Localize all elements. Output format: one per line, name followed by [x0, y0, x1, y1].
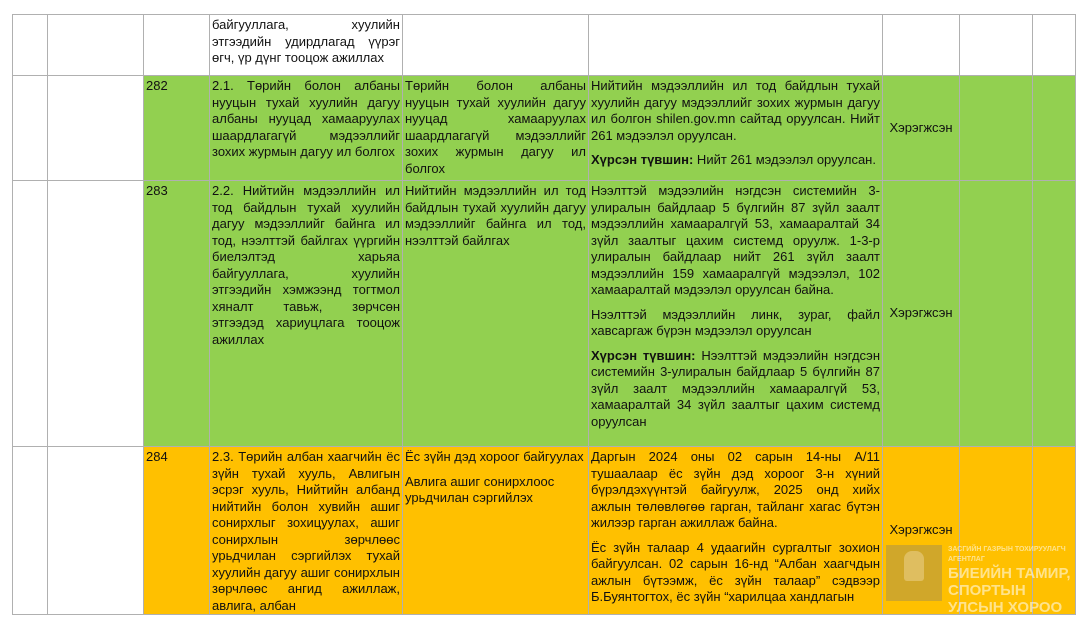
report-cell: Нээлттэй мэдээлийн нэгдсэн системийн 3-улиралын байдлаар 5 бүлгийн 87 зүйл заалт мэдээллийн хамааралгүй 53, хамааралтай 34 зүйл заалтыг цахим системд оруулж. 1-3-р улиралын байдлаар нийт 261 зүйл заалт мэдээллийн 159 хамааралгүй мэдээлэл, 102 хамааралтай мэдээлэл оруулсан байна. Нээлттэй мэдээллийн линк, зураг, файл хавсаргаж бүрэн мэдээлэл оруулсан Хүрсэн түвшин: Нээлттэй мэдээлийн нэгдсэн системийн 3-улиралын байдлаар 5 бүлгийн 87 зүйл заалт мэдээллийн хамааралгүй 53, хамааралтай 34 зүйл заалтыг цахим системд оруулсан — [589, 181, 883, 447]
report-cell: Даргын 2024 оны 02 сарын 14-ны А/11 тушаалаар ёс зүйн дэд хороог 3-н хүний бүрэлдэхүүнтэй байгуулж, 2025 онд хийх ажлын төлөвлөгөө гарган, тайланг хагас бүтэн жилээр гарган ажиллаж байна. Ёс зүйн талаар 4 удаагийн сургалтыг зохион байгуулсан. 02 сарын 16-нд “Албан хаагчдын ажлын бүтээмж, ёс зүйн талаар” сэдвээр Б.Буянтогтох, ёс зүйн “харилцаа хандлагын — [589, 447, 883, 615]
level-label: Хүрсэн түвшин: — [591, 152, 694, 167]
table-row — [13, 181, 1076, 447]
task-cell: 2.2. Нийтийн мэдээллийн ил тод байдлын тухай хуулийн дагуу мэдээллийг байнга ил тод, нээлттэй байлгах үүргийн биелэлтэд харьяа байгууллага, хуулийн этгээдийн хэмжээнд тогтмол хяналт тавьж, зөрчсөн этгээдэд хариуцлага тооцож ажиллах — [210, 181, 403, 447]
status-cell: Хэрэгжсэн — [883, 181, 960, 447]
soyombo-emblem-icon — [904, 551, 924, 581]
report-cell: Нийтийн мэдээллийн ил тод байдлын тухай хуулийн дагуу мэдээллийг зохих журмын дагуу ил болгон shilen.gov.mn сайтад оруулсан. Нийт 261 мэдээлэл оруулсан. Хүрсэн түвшин: Нийт 261 мэдээлэл оруулсан. — [589, 76, 883, 181]
level-label: Хүрсэн түвшин: — [591, 347, 696, 363]
measure-cell: Нийтийн мэдээллийн ил тод байдлын тухай хуулийн дагуу мэдээллийг байнга ил тод, нээлттэй байлгах — [403, 181, 589, 447]
status-cell: Хэрэгжсэн — [883, 447, 960, 615]
measure-cell: Төрийн болон албаны нууцын тухай хуулийн дагуу нууцад хамааруулах шаардлагагүй мэдээллийг зохих журмын дагуу ил болгох — [403, 76, 589, 181]
watermark-text: ЗАСГИЙН ГАЗРЫН ТОХИРУУЛАГЧ АГЕНТЛАГ БИЕИЙН ТАМИР, СПОРТЫН УЛСЫН ХОРОО — [948, 546, 1071, 616]
table-row — [13, 15, 1076, 76]
task-cell: 2.1. Төрийн болон албаны нууцын тухай хуулийн дагуу албаны нууцад хамааруулах шаардлагагүй мэдээллийг зохих журмын дагуу ил болгох — [210, 76, 403, 181]
watermark-emblem — [886, 545, 942, 601]
status-cell: Хэрэгжсэн — [883, 76, 960, 181]
measure-cell: Ёс зүйн дэд хороог байгуулах Авлига ашиг сонирхлоос урьдчилан сэргийлэх — [403, 447, 589, 615]
table-row — [13, 76, 1076, 181]
row-number: 283 — [144, 181, 210, 447]
task-cell: 2.3. Төрийн албан хаагчийн ёс зүйн тухай хууль, Авлигын эсрэг хууль, Нийтийн албанд нийтийн болон хувийн ашиг сонирхлыг зохицуулах, ашиг сонирхлын зөрчлөөс урьдчилан сэргийлэх тухай хуулийн дагуу ашиг сонирхлын зөрчлөөс ангид ажиллаж, авлига, албан — [210, 447, 403, 615]
row-number: 282 — [144, 76, 210, 181]
row-number: 284 — [144, 447, 210, 615]
task-cell: байгууллага, хуулийн этгээдийн удирдлагад үүрэг өгч, үр дүнг тооцож ажиллах — [210, 15, 403, 76]
plan-report-table — [12, 14, 1076, 615]
